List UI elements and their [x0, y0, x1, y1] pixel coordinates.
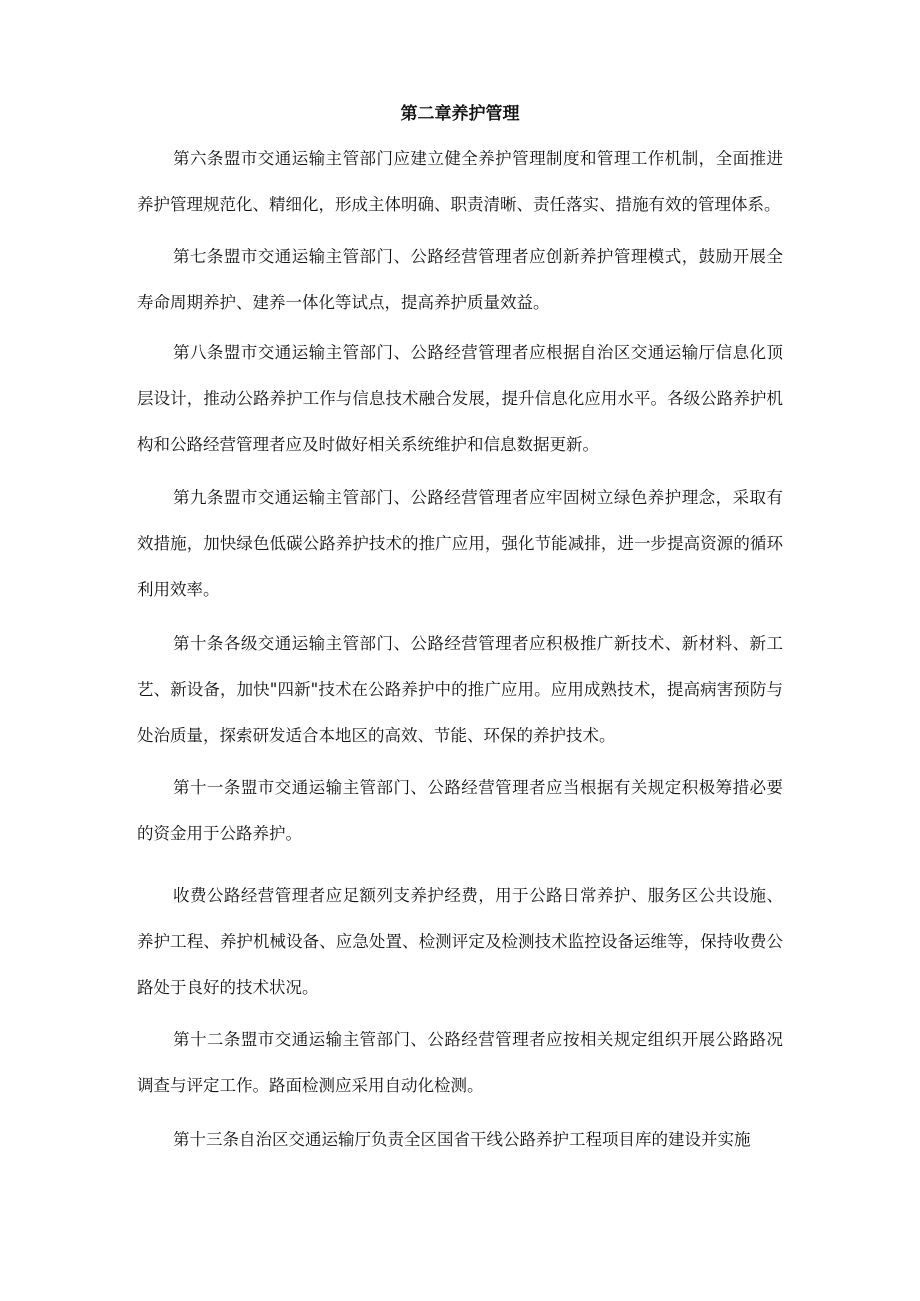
chapter-title: 第二章养护管理 [400, 104, 520, 124]
toll-road-maintenance-paragraph: 收费公路经营管理者应足额列支养护经费，用于公路日常养护、服务区公共设施、养护工程、养护机械设备、应急处置、检测评定及检测技术监控设备运维等，保持收费公路处于良好的技术状况。 [137, 886, 783, 997]
article-9-paragraph: 第九条盟市交通运输主管部门、公路经营管理者应牢固树立绿色养护理念，采取有效措施，加快绿色低碳公路养护技术的推广应用，强化节能减排，进一步提高资源的循环利用效率。 [137, 488, 783, 599]
article-10-paragraph: 第十条各级交通运输主管部门、公路经营管理者应积极推广新技术、新材料、新工艺、新设备，加快"四新"技术在公路养护中的推广应用。应用成熟技术，提高病害预防与处治质量，探索研发适合本地区的高效、节能、环保的养护技术。 [137, 634, 783, 745]
article-7-paragraph: 第七条盟市交通运输主管部门、公路经营管理者应创新养护管理模式，鼓励开展全寿命周期养护、建养一体化等试点，提高养护质量效益。 [137, 247, 783, 312]
article-6-paragraph: 第六条盟市交通运输主管部门应建立健全养护管理制度和管理工作机制，全面推进养护管理规范化、精细化，形成主体明确、职责清晰、责任落实、措施有效的管理体系。 [137, 149, 783, 214]
article-12-paragraph: 第十二条盟市交通运输主管部门、公路经营管理者应按相关规定组织开展公路路况调查与评定工作。路面检测应采用自动化检测。 [137, 1030, 783, 1095]
article-13-paragraph: 第十三条自治区交通运输厅负责全区国省干线公路养护工程项目库的建设并实施 [173, 1130, 751, 1149]
article-8-paragraph: 第八条盟市交通运输主管部门、公路经营管理者应根据自治区交通运输厅信息化顶层设计，推动公路养护工作与信息技术融合发展，提升信息化应用水平。各级公路养护机构和公路经营管理者应及时做好相关系统维护和信息数据更新。 [137, 343, 783, 454]
article-11-paragraph: 第十一条盟市交通运输主管部门、公路经营管理者应当根据有关规定积极筹措必要的资金用于公路养护。 [137, 778, 783, 843]
